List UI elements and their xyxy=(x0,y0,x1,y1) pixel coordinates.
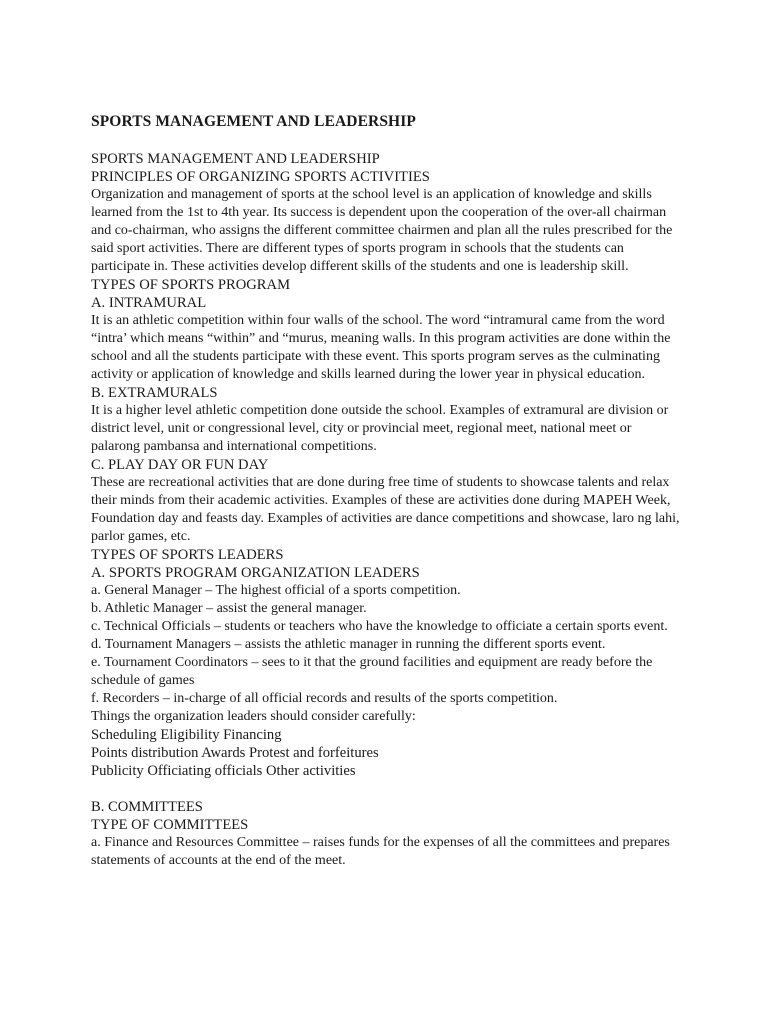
subsection-heading: A. INTRAMURAL xyxy=(91,295,207,311)
section-heading: PRINCIPLES OF ORGANIZING SPORTS ACTIVITIES xyxy=(91,169,430,185)
paragraph: Scheduling Eligibility Financing xyxy=(91,727,282,743)
section-heading: TYPES OF SPORTS LEADERS xyxy=(91,547,284,563)
subsection-heading: A. SPORTS PROGRAM ORGANIZATION LEADERS xyxy=(91,565,420,581)
subsection-heading: B. EXTRAMURALS xyxy=(91,385,218,401)
list-item: a. General Manager – The highest official of a sports competition. xyxy=(91,583,461,598)
paragraph: Points distribution Awards Protest and forfeitures xyxy=(91,745,379,761)
list-item: b. Athletic Manager – assist the general manager. xyxy=(91,601,367,616)
subsection-heading: C. PLAY DAY OR FUN DAY xyxy=(91,457,269,473)
section-heading: TYPES OF SPORTS PROGRAM xyxy=(91,277,291,293)
list-item: c. Technical Officials – students or teachers who have the knowledge to officiate a certain sports event. xyxy=(91,619,668,634)
list-item: f. Recorders – in-charge of all official records and results of the sports competition. xyxy=(91,691,558,706)
section-heading: SPORTS MANAGEMENT AND LEADERSHIP xyxy=(91,151,380,167)
paragraph: These are recreational activities that are done during free time of students to showcase talents and relax their minds from their academic activities. Examples of these are activities done during MAPEH Week, Foundation day and feasts day. Examples of activities are dance competitions and showcase, laro ng lahi, parlor games, etc. xyxy=(91,475,680,544)
paragraph: Things the organization leaders should consider carefully: xyxy=(91,709,416,724)
list-item: d. Tournament Managers – assists the athletic manager in running the different sports event. xyxy=(91,637,606,652)
document-body xyxy=(91,150,683,870)
paragraph: It is a higher level athletic competition done outside the school. Examples of extramural are division or district level, unit or congressional level, city or provincial meet, regional meet, national meet or palarong pambansa and international competitions. xyxy=(91,403,669,454)
paragraph: Organization and management of sports at the school level is an application of knowledge and skills learned from the 1st to 4th year. Its success is dependent upon the cooperation of the over-all chairman and co-chairman, who assigns the different committee chairmen and plan all the rules prescribed for the said sport activities. There are different types of sports program in schools that the students can participate in. These activities develop different skills of the students and one is leadership skill. xyxy=(91,187,673,274)
subsection-heading: B. COMMITTEES xyxy=(91,799,203,815)
paragraph: It is an athletic competition within four walls of the school. The word “intramural came from the word “intra’ which means “within” and “murus, meaning walls. In this program activities are done within the school and all the students participate with these event. This sports program serves as the culminating activity or application of knowledge and skills learned during the lower year in physical education. xyxy=(91,313,671,382)
document-title: SPORTS MANAGEMENT AND LEADERSHIP xyxy=(91,113,416,130)
list-item: e. Tournament Coordinators – sees to it that the ground facilities and equipment are ready before the schedule of games xyxy=(91,655,653,688)
list-item: a. Finance and Resources Committee – raises funds for the expenses of all the committees and prepares statements of accounts at the end of the meet. xyxy=(91,835,670,868)
paragraph: Publicity Officiating officials Other activities xyxy=(91,763,356,779)
blank-line xyxy=(91,780,683,798)
subsection-heading: TYPE OF COMMITTEES xyxy=(91,817,249,833)
